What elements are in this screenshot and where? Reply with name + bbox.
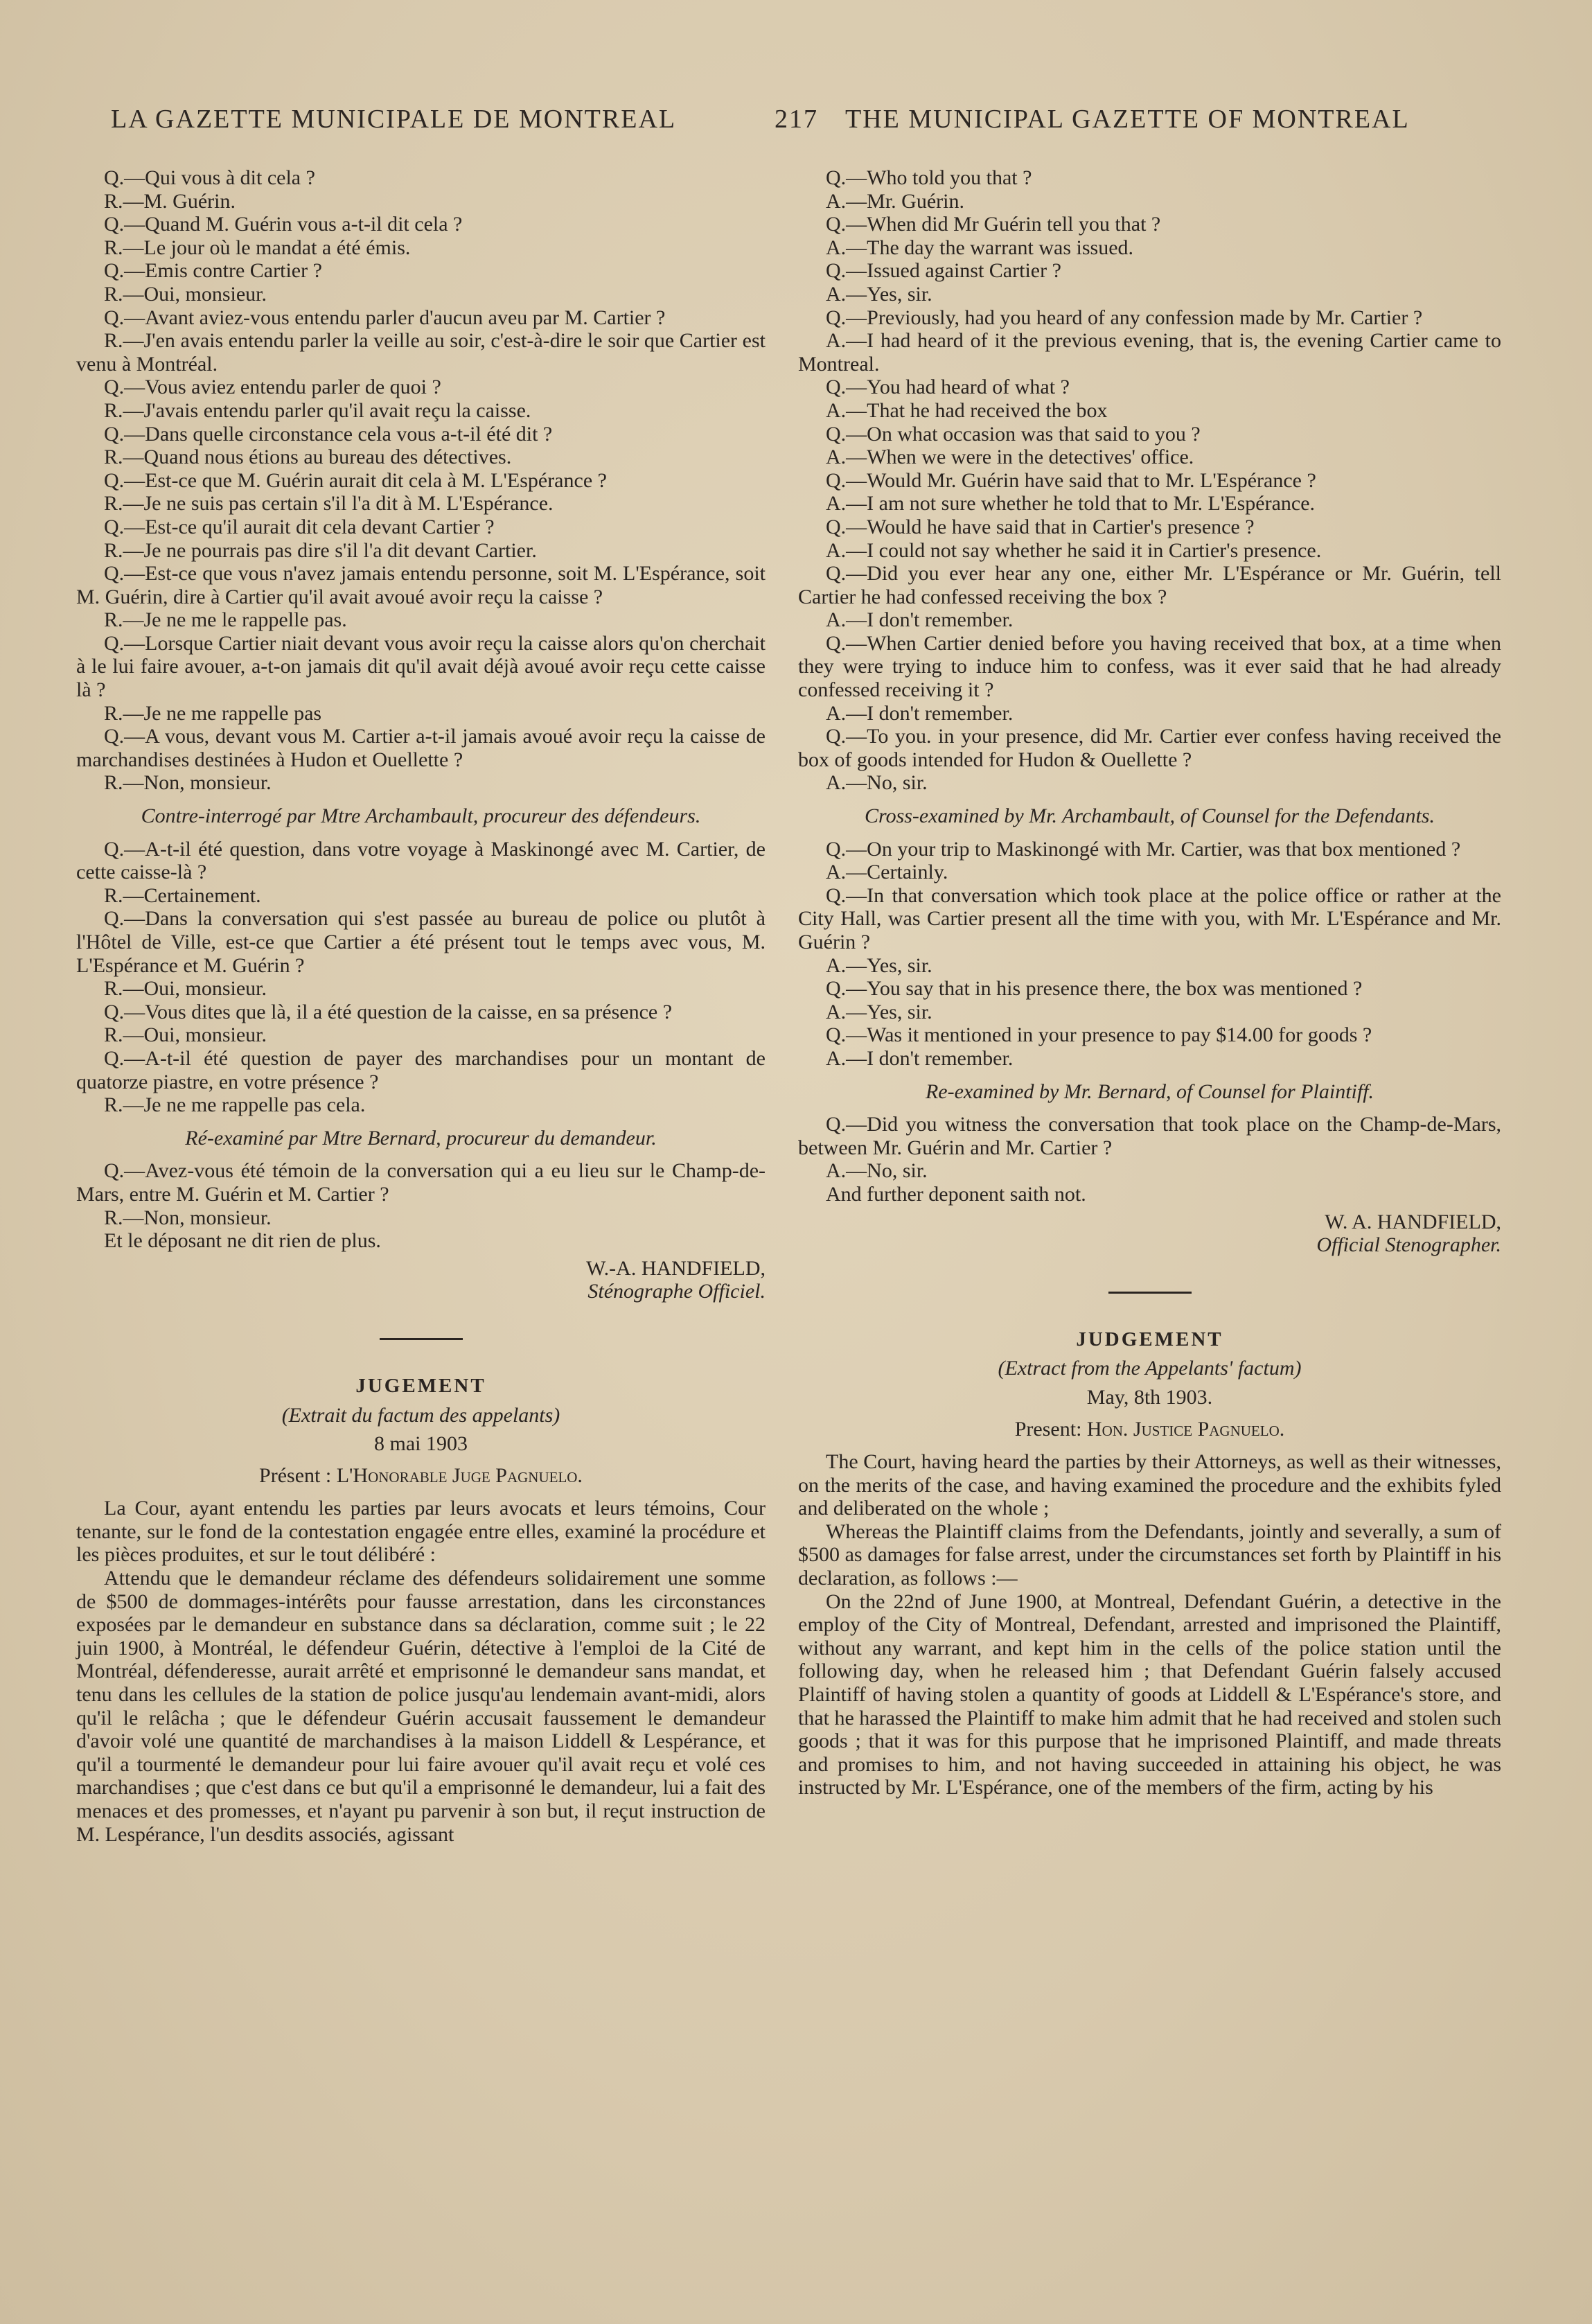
- french-column: [76, 166, 766, 1846]
- english-cross-line: A.—Certainly.: [826, 861, 948, 884]
- english-present-line: [798, 1418, 1501, 1441]
- french-testimony-line: Q.—Est-ce qu'il aurait dit cela devant Cartier ?: [104, 515, 495, 538]
- french-signature: W.-A. HANDFIELD,: [586, 1256, 766, 1280]
- english-re-line: A.—No, sir.: [826, 1159, 928, 1183]
- english-re-line: And further deponent saith not.: [826, 1182, 1086, 1206]
- header-english-title: THE MUNICIPAL GAZETTE OF MONTREAL: [845, 105, 1410, 134]
- english-cross-line: A.—Yes, sir.: [826, 1000, 932, 1023]
- section-divider: [1108, 1292, 1192, 1294]
- french-testimony-line: Q.—Dans quelle circonstance cela vous a-t-il été dit ?: [104, 422, 553, 446]
- french-judgement-body-line: La Cour, ayant entendu les parties par leurs avocats et leurs témoins, Cour tenante, sur le fond de la contestation engagée entre elles, examiné la procédure et les pièces produites, et sur le tout délibéré :: [76, 1497, 766, 1567]
- french-judgement-date: 8 mai 1903: [374, 1432, 468, 1456]
- english-cross-line: Q.—Was it mentioned in your presence to pay $14.00 for goods ?: [826, 1023, 1372, 1047]
- french-testimony-line: R.—J'en avais entendu parler la veille au soir, c'est-à-dire le soir que Cartier est venu à Montréal.: [76, 329, 766, 376]
- french-judgement-body-line: Attendu que le demandeur réclame des défendeurs solidairement une somme de $500 de dommages-intérêts pour fausse arrestation, dans les circonstances exposées par le demandeur en substance dans sa déclaration, comme suit ; le 22 juin 1900, à Montréal, le défendeur Guérin, détective à l'emploi de la Cité de Montréal, défenderesse, aurait arrêté et emprisonné le demandeur sans mandat, et tenu dans les cellules de la station de police jusqu'au lendemain avant-midi, alors qu'il le relâcha ; que le défendeur Guérin accusait faussement le demandeur d'avoir volé une quantité de marchandises à la maison Liddell & Lespérance, et qu'il a tourmenté le demandeur pour lui faire avouer qu'il avait reçu et volé ces marchandises ; que c'est dans ce but qu'il a emprisonné le demandeur, lui a fait des menaces et des promesses, et n'ayant pu parvenir à son but, il reçut instruction de M. Lespérance, l'un desdits associés, agissant: [76, 1567, 766, 1846]
- english-re: [798, 1113, 1501, 1206]
- french-testimony-line: Q.—Quand M. Guérin vous a-t-il dit cela ?: [104, 213, 463, 236]
- french-present-label: Présent :: [259, 1463, 332, 1487]
- french-re-line: R.—Non, monsieur.: [104, 1206, 272, 1229]
- french-cross-line: Q.—A-t-il été question de payer des marchandises pour un montant de quatorze piastre, en votre présence ?: [76, 1046, 766, 1093]
- french-testimony-line: Q.—Est-ce que M. Guérin aurait dit cela à M. L'Espérance ?: [104, 468, 607, 492]
- french-testimony-line: R.—Non, monsieur.: [104, 771, 272, 795]
- french-testimony-line: R.—Quand nous étions au bureau des détectives.: [104, 446, 512, 469]
- english-judgement-body-line: Whereas the Plaintiff claims from the Defendants, jointly and severally, a sum of $500 as damages for false arrest, under the circumstances set forth by Plaintiff in his declaration, as follows :—: [798, 1520, 1501, 1590]
- english-testimony-line: Q.—On what occasion was that said to you ?: [826, 422, 1201, 446]
- english-testimony-line: Q.—Would he have said that in Cartier's presence ?: [826, 515, 1255, 538]
- english-testimony-line: A.—I don't remember.: [826, 608, 1014, 632]
- french-testimony-line: R.—Le jour où le mandat a été émis.: [104, 236, 411, 259]
- english-testimony-line: A.—The day the warrant was issued.: [826, 236, 1134, 259]
- french-cross: [76, 838, 766, 1117]
- english-judgement-body-line: The Court, having heard the parties by their Attorneys, as well as their witnesses, on the merits of the case, and having examined the procedure and the exhibits fyled and deliberated on the whole ;: [798, 1450, 1501, 1520]
- english-cross-line: Q.—In that conversation which took place at the police office or rather at the City Hall, was Cartier present all the time with you, with Mr. L'Espérance and Mr. Guérin ?: [798, 883, 1501, 953]
- french-testimony-line: Q.—Est-ce que vous n'avez jamais entendu personne, soit M. L'Espérance, soit M. Guérin, dire à Cartier qu'il avait avoué avoir reçu la caisse ?: [76, 562, 766, 608]
- french-testimony-line: Q.—Emis contre Cartier ?: [104, 259, 322, 283]
- french-testimony: [76, 166, 766, 795]
- english-judgement-title: JUDGEMENT: [1076, 1328, 1223, 1350]
- page-header: [0, 104, 1592, 146]
- french-cross-line: Q.—Dans la conversation qui s'est passée au bureau de police ou plutôt à l'Hôtel de Ville, est-ce que Cartier a été présent tout le temps avec vous, M. L'Espérance et M. Guérin ?: [76, 907, 766, 977]
- english-re-heading: Re-examined by Mr. Bernard, of Counsel for Plaintiff.: [925, 1080, 1374, 1103]
- french-testimony-line: R.—Je ne me le rappelle pas.: [104, 608, 347, 632]
- english-testimony-line: Q.—When Cartier denied before you having received that box, at a time when they were trying to induce him to confess, was it ever said that he had already confessed receiving it ?: [798, 631, 1501, 702]
- french-re: [76, 1159, 766, 1252]
- english-cross-line: Q.—On your trip to Maskinongé with Mr. Cartier, was that box mentioned ?: [826, 837, 1461, 861]
- english-testimony-line: A.—I am not sure whether he told that to Mr. L'Espérance.: [826, 492, 1316, 516]
- english-testimony-line: Q.—To you. in your presence, did Mr. Cartier ever confess having received the box of goods intended for Hudon & Ouellette ?: [798, 725, 1501, 771]
- english-present-name: Hon. Justice Pagnuelo.: [1086, 1417, 1285, 1441]
- english-judgement-body-line: On the 22nd of June 1900, at Montreal, Defendant Guérin, a detective in the employ of the City of Montreal, Defendant, arrested and imprisoned the Plaintiff, without any warrant, and kept him in the cells of the police station until the following day, when he released him ; that Defendant Guérin falsely accused Plaintiff of having stolen a quantity of goods at Liddell & L'Espérance's store, and that he harassed the Plaintiff to make him admit that he had received and stolen such goods ; that it was for this purpose that he imprisoned Plaintiff, and made threats and promises to him, and not having succeeded in attaining his object, he was instructed by Mr. L'Espérance, one of the members of the firm, acting by his: [798, 1590, 1501, 1799]
- french-testimony-line: Q.—Lorsque Cartier niait devant vous avoir reçu la caisse alors qu'on cherchait à le lui faire avouer, a-t-on jamais dit qu'il avait déjà avoué avoir reçu cette caisse là ?: [76, 631, 766, 702]
- french-testimony-line: R.—Oui, monsieur.: [104, 282, 267, 306]
- english-testimony-line: A.—That he had received the box: [826, 398, 1108, 422]
- french-re-heading: Ré-examiné par Mtre Bernard, procureur du demandeur.: [185, 1126, 657, 1150]
- english-testimony-line: A.—No, sir.: [826, 771, 928, 795]
- english-column: [798, 166, 1501, 1799]
- english-testimony-line: Q.—When did Mr Guérin tell you that ?: [826, 213, 1161, 236]
- english-cross-heading: Cross-examined by Mr. Archambault, of Counsel for the Defendants.: [865, 804, 1435, 828]
- english-signature: W. A. HANDFIELD,: [1325, 1210, 1501, 1233]
- english-signature-title: Official Stenographer.: [1316, 1233, 1501, 1257]
- english-testimony-line: Q.—Previously, had you heard of any confession made by Mr. Cartier ?: [826, 306, 1423, 329]
- french-present-line: [76, 1464, 766, 1488]
- french-cross-line: Q.—A-t-il été question, dans votre voyage à Maskinongé avec M. Cartier, de cette caisse-là ?: [76, 837, 766, 884]
- english-cross: [798, 838, 1501, 1071]
- english-testimony-line: Q.—Did you ever hear any one, either Mr. L'Espérance or Mr. Guérin, tell Cartier he had confessed receiving the box ?: [798, 562, 1501, 608]
- french-present-name: L'Honorable Juge Pagnuelo.: [336, 1463, 583, 1487]
- french-testimony-line: Q.—A vous, devant vous M. Cartier a-t-il jamais avoué avoir reçu la caisse de marchandises destinées à Hudon et Ouellette ?: [76, 725, 766, 771]
- english-testimony-line: Q.—You had heard of what ?: [826, 376, 1070, 399]
- header-french-title: LA GAZETTE MUNICIPALE DE MONTREAL: [111, 105, 677, 134]
- english-testimony-line: Q.—Would Mr. Guérin have said that to Mr. L'Espérance ?: [826, 468, 1316, 492]
- english-judgement-subtitle: (Extract from the Appelants' factum): [998, 1357, 1302, 1380]
- french-testimony-line: R.—M. Guérin.: [104, 189, 236, 213]
- english-testimony-line: A.—I could not say whether he said it in Cartier's presence.: [826, 538, 1322, 562]
- french-testimony-line: R.—Je ne pourrais pas dire s'il l'a dit devant Cartier.: [104, 538, 537, 562]
- french-judgement-title: JUGEMENT: [355, 1374, 486, 1397]
- french-testimony-line: R.—Je ne me rappelle pas: [104, 701, 322, 725]
- french-testimony-line: R.—J'avais entendu parler qu'il avait reçu la caisse.: [104, 398, 531, 422]
- english-testimony-line: A.—When we were in the detectives' office.: [826, 446, 1194, 469]
- french-testimony-line: Q.—Avant aviez-vous entendu parler d'aucun aveu par M. Cartier ?: [104, 306, 666, 329]
- french-testimony-line: R.—Je ne suis pas certain s'il l'a dit à M. L'Espérance.: [104, 492, 554, 516]
- english-cross-line: Q.—You say that in his presence there, the box was mentioned ?: [826, 977, 1363, 1001]
- french-cross-line: R.—Oui, monsieur.: [104, 977, 267, 1001]
- english-testimony-line: A.—I had heard of it the previous evening, that is, the evening Cartier came to Montreal.: [798, 329, 1501, 376]
- french-re-line: Q.—Avez-vous été témoin de la conversation qui a eu lieu sur le Champ-de-Mars, entre M. Guérin et M. Cartier ?: [76, 1159, 766, 1206]
- english-testimony-line: Q.—Issued against Cartier ?: [826, 259, 1061, 283]
- french-cross-heading: Contre-interrogé par Mtre Archambault, procureur des défendeurs.: [141, 804, 701, 828]
- french-cross-line: Q.—Vous dites que là, il a été question de la caisse, en sa présence ?: [104, 1000, 673, 1023]
- french-cross-line: R.—Certainement.: [104, 883, 261, 907]
- french-cross-line: R.—Oui, monsieur.: [104, 1023, 267, 1047]
- french-cross-line: R.—Je ne me rappelle pas cela.: [104, 1093, 366, 1117]
- english-judgement-body: [798, 1450, 1501, 1799]
- section-divider: [380, 1338, 463, 1340]
- english-present-label: Present:: [1014, 1417, 1082, 1441]
- english-testimony-line: Q.—Who told you that ?: [826, 166, 1032, 189]
- english-testimony-line: A.—Yes, sir.: [826, 282, 932, 306]
- english-judgement-date: May, 8th 1903.: [1086, 1385, 1213, 1409]
- english-cross-line: A.—Yes, sir.: [826, 953, 932, 977]
- french-judgement-body: [76, 1497, 766, 1846]
- page-number: 217: [775, 105, 818, 134]
- english-testimony-line: A.—Mr. Guérin.: [826, 189, 964, 213]
- french-judgement-subtitle: (Extrait du factum des appelants): [281, 1403, 560, 1427]
- french-testimony-line: Q.—Qui vous à dit cela ?: [104, 166, 315, 189]
- english-cross-line: A.—I don't remember.: [826, 1046, 1014, 1070]
- english-testimony-line: A.—I don't remember.: [826, 701, 1014, 725]
- french-re-line: Et le déposant ne dit rien de plus.: [104, 1229, 381, 1253]
- french-signature-title: Sténographe Officiel.: [587, 1280, 766, 1303]
- french-testimony-line: Q.—Vous aviez entendu parler de quoi ?: [104, 376, 441, 399]
- english-testimony: [798, 166, 1501, 795]
- english-re-line: Q.—Did you witness the conversation that took place on the Champ-de-Mars, between Mr. Guérin and Mr. Cartier ?: [798, 1113, 1501, 1159]
